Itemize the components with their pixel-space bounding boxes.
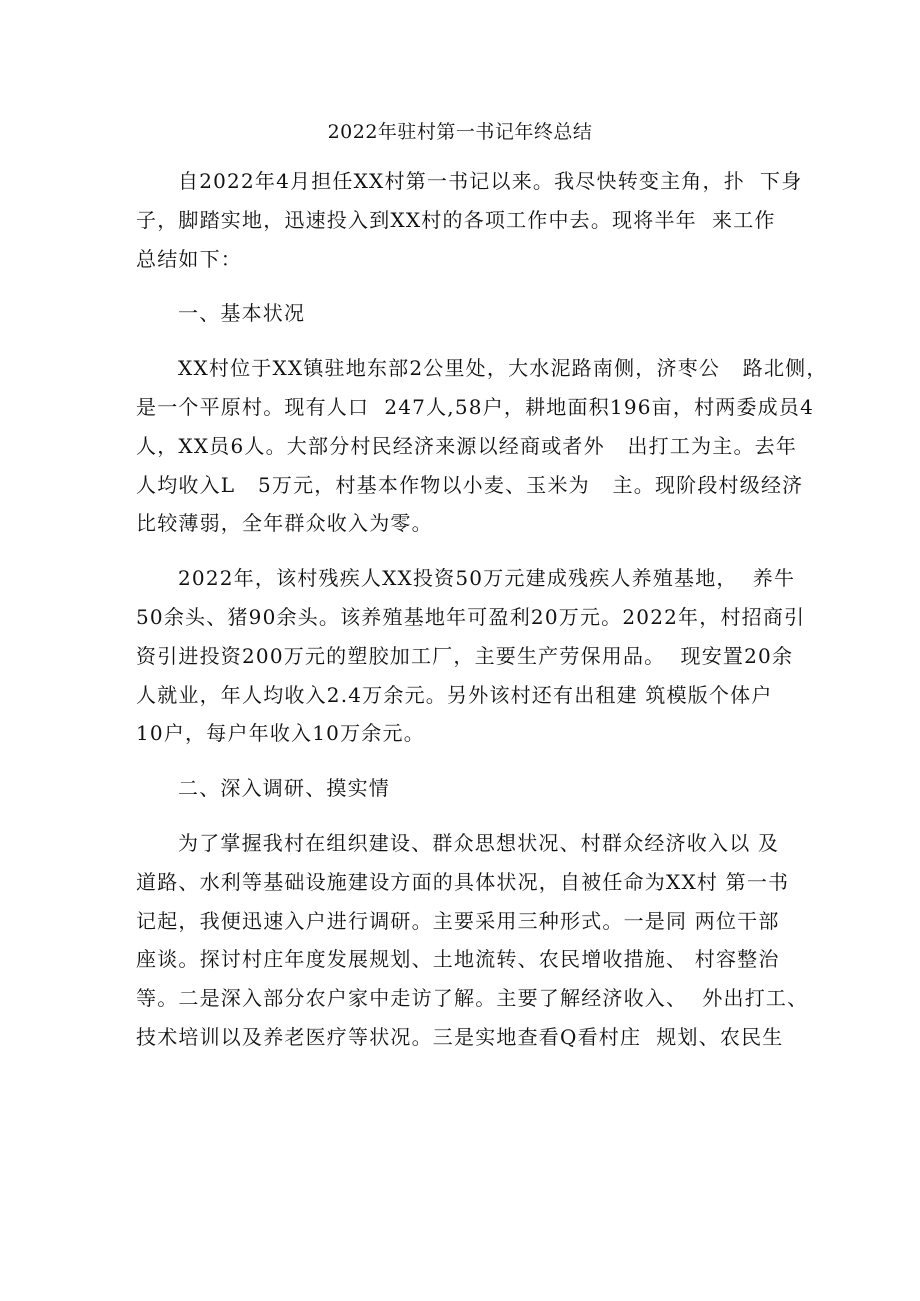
s1p2-line-1: 2022年，该村残疾人XX投资50万元建成残疾人养殖基地， 养牛	[178, 566, 796, 591]
document-title: 2022年驻村第一书记年终总结	[327, 121, 593, 143]
s2p1-line-2: 道路、水利等基础设施建设方面的具体状况，自被任命为XX村 第一书	[136, 869, 790, 894]
s1p2-line-2: 50余头、猪90余头。该养殖基地年可盈利20万元。2022年，村招商引	[136, 604, 806, 629]
s2p1-line-3: 记起，我便迅速入户进行调研。主要采用三种形式。一是同 两位干部	[136, 908, 780, 933]
s1p1-line-4: 人均收入L 5万元，村基本作物以小麦、玉米为 主。现阶段村级经济	[136, 472, 804, 497]
s1p2-line-3: 资引进投资200万元的塑胶加工厂，主要生产劳保用品。 现安置20余	[136, 643, 794, 668]
s2p1-line-5: 等。二是深入部分农户家中走访了解。主要了解经济收入、 外出打工、	[136, 986, 809, 1011]
s1p1-line-2: 是一个平原村。现有人口 247人,58户，耕地面积196亩，村两委成员4	[136, 394, 814, 419]
document-body	[136, 162, 828, 1057]
section-heading-basic: 一、基本状况	[178, 301, 306, 326]
intro-line-1: 自2022年4月担任XX村第一书记以来。我尽快转变主角，扑 下身	[178, 169, 803, 193]
s1p2-line-4: 人就业，年人均收入2.4万余元。另外该村还有出租建 筑模版个体户	[136, 682, 773, 707]
s1p1-line-3: 人，XX员6人。大部分村民经济来源以经商或者外 出打工为主。去年	[136, 433, 798, 458]
section-heading-research: 二、深入调研、摸实情	[178, 776, 390, 801]
s1p1-line-5: 比较薄弱，全年群众收入为零。	[136, 511, 433, 536]
intro-line-2: 子，脚踏实地，迅速投入到XX村的各项工作中去。现将半年 来工作	[136, 207, 776, 232]
s1p2-line-5: 10户，每户年收入10万余元。	[136, 721, 425, 746]
s2p1-line-6: 技术培训以及养老医疗等状况。三是实地查看Q看村庄 规划、农民生	[136, 1024, 784, 1049]
s2p1-line-4: 座谈。探讨村庄年度发展规划、土地流转、农民增收措施、 村容整治	[136, 947, 780, 972]
s2p1-line-1: 为了掌握我村在组织建设、群众思想状况、村群众经济收入以 及	[178, 830, 780, 855]
intro-line-3: 总结如下：	[136, 246, 242, 271]
s1p1-line-1: XX村位于XX镇驻地东部2公里处，大水泥路南侧，济枣公 路北侧，	[178, 356, 828, 381]
